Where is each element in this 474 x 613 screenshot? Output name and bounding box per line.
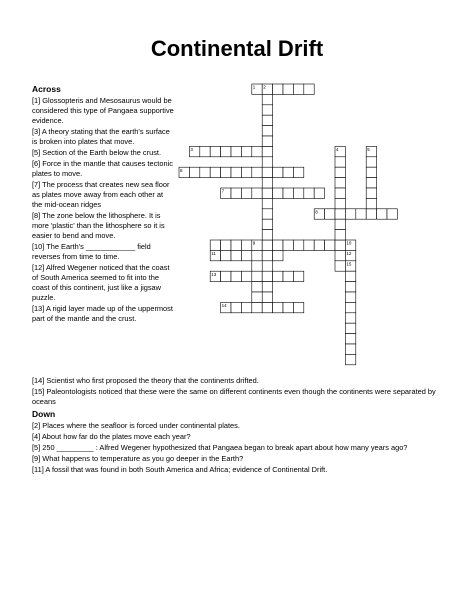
grid-cell[interactable] <box>283 240 293 250</box>
grid-cell[interactable] <box>314 240 324 250</box>
grid-cell[interactable] <box>304 188 314 198</box>
grid-cell[interactable] <box>345 354 355 364</box>
grid-cell[interactable] <box>252 167 262 177</box>
down-clue: [11] A fossil that was found in both South America and Africa; evidence of Continental Drift. <box>32 465 328 474</box>
grid-cell[interactable] <box>335 209 345 219</box>
grid-cell[interactable] <box>262 178 272 188</box>
grid-cell[interactable] <box>273 240 283 250</box>
across-clues <box>32 96 174 325</box>
grid-cell[interactable] <box>366 167 376 177</box>
grid-cell[interactable] <box>293 302 303 312</box>
grid-cell[interactable] <box>262 240 272 250</box>
grid-cell[interactable] <box>293 167 303 177</box>
grid-cell[interactable] <box>345 344 355 354</box>
grid-cell[interactable] <box>345 313 355 323</box>
grid-cell[interactable] <box>273 167 283 177</box>
grid-cell[interactable] <box>210 167 220 177</box>
grid-cell[interactable] <box>366 188 376 198</box>
grid-cell[interactable] <box>210 240 220 250</box>
grid-cell[interactable] <box>262 250 272 260</box>
grid-cell[interactable] <box>262 302 272 312</box>
grid-cell[interactable] <box>241 302 251 312</box>
grid-cell[interactable] <box>335 219 345 229</box>
grid-cell[interactable] <box>283 271 293 281</box>
grid-cell[interactable] <box>273 84 283 94</box>
grid-cell[interactable] <box>345 271 355 281</box>
grid-cell[interactable] <box>273 271 283 281</box>
across-clue: [1] Glossopteris and Mesosaurus would be considered this type of Pangaea supportive evidence. <box>32 96 174 125</box>
grid-cell[interactable] <box>200 167 210 177</box>
grid-cell[interactable] <box>335 188 345 198</box>
grid-cell[interactable] <box>293 271 303 281</box>
grid-cell[interactable] <box>221 146 231 156</box>
grid-cell[interactable] <box>325 240 335 250</box>
grid-cell[interactable] <box>262 261 272 271</box>
grid-cell[interactable] <box>262 209 272 219</box>
grid-cell[interactable] <box>366 209 376 219</box>
grid-cell[interactable] <box>345 302 355 312</box>
grid-cell[interactable] <box>231 146 241 156</box>
clue-number: 6 <box>180 167 183 173</box>
across-clue: [12] Alfred Wegener noticed that the coast of South America seemed to fit into the coast of this continent, just like a jigsaw puzzle. <box>32 263 170 302</box>
grid-cell[interactable] <box>221 167 231 177</box>
grid-cell[interactable] <box>241 240 251 250</box>
grid-cell[interactable] <box>356 209 366 219</box>
grid-cell[interactable] <box>262 188 272 198</box>
grid-cell[interactable] <box>293 240 303 250</box>
grid-cell[interactable] <box>252 250 262 260</box>
grid-cell[interactable] <box>262 198 272 208</box>
across-clues-wide <box>32 376 452 408</box>
grid-cell[interactable] <box>314 188 324 198</box>
grid-cell[interactable] <box>262 146 272 156</box>
grid-cell[interactable] <box>262 157 272 167</box>
grid-cell[interactable] <box>210 146 220 156</box>
grid-cell[interactable] <box>231 188 241 198</box>
down-clue: [9] What happens to temperature as you go deeper in the Earth? <box>32 454 244 463</box>
grid-cell[interactable] <box>335 178 345 188</box>
grid-cell[interactable] <box>262 282 272 292</box>
grid-cell[interactable] <box>325 209 335 219</box>
down-clue: [4] About how far do the plates move each year? <box>32 432 191 441</box>
grid-cell[interactable] <box>262 126 272 136</box>
clue-number: 2 <box>263 84 266 90</box>
grid-cell[interactable] <box>252 261 262 271</box>
grid-cell[interactable] <box>345 209 355 219</box>
grid-cell[interactable] <box>241 271 251 281</box>
grid-cell[interactable] <box>241 188 251 198</box>
grid-cell[interactable] <box>273 188 283 198</box>
clue-number: 1 <box>252 84 256 90</box>
grid-cell[interactable] <box>335 261 345 271</box>
grid-cell[interactable] <box>283 167 293 177</box>
clue-number: 8 <box>315 209 318 215</box>
down-heading: Down <box>32 409 56 419</box>
grid-cell[interactable] <box>231 240 241 250</box>
grid-cell[interactable] <box>335 157 345 167</box>
grid-cell[interactable] <box>366 198 376 208</box>
grid-cell[interactable] <box>335 167 345 177</box>
clue-number: 4 <box>336 147 339 152</box>
across-clue: [15] Paleontologists noticed that these were the same on different continents even though the continents were separated by oceans <box>32 387 436 406</box>
grid-cell[interactable] <box>200 146 210 156</box>
grid-cell[interactable] <box>252 282 262 292</box>
grid-cell[interactable] <box>252 188 262 198</box>
down-clue: [2] Places where the seafloor is forced under continental plates. <box>32 421 240 430</box>
across-clue: [8] The zone below the lithosphere. It is more 'plastic' than the lithosphere so it is easier to bend and move. <box>32 211 165 240</box>
clue-number: 13 <box>211 271 217 277</box>
grid-cell[interactable] <box>345 334 355 344</box>
across-heading: Across <box>32 84 61 94</box>
across-clue: [7] The process that creates new sea floor as plates move away from each other at the mid-ocean ridges <box>32 180 170 209</box>
grid-cell[interactable] <box>252 302 262 312</box>
grid-cell[interactable] <box>335 250 345 260</box>
grid-cell[interactable] <box>221 271 231 281</box>
grid-cell[interactable] <box>221 250 231 260</box>
grid-cell[interactable] <box>241 250 251 260</box>
grid-cell[interactable] <box>252 146 262 156</box>
grid-cell[interactable] <box>262 292 272 302</box>
grid-cell[interactable] <box>387 209 397 219</box>
clue-number: 5 <box>367 147 370 152</box>
grid-cell[interactable] <box>262 230 272 240</box>
grid-cell[interactable] <box>335 240 345 250</box>
grid-cell[interactable] <box>335 198 345 208</box>
grid-cell[interactable] <box>273 302 283 312</box>
grid-cell[interactable] <box>283 302 293 312</box>
grid-cell[interactable] <box>231 271 241 281</box>
grid-cell[interactable] <box>304 240 314 250</box>
grid-cell[interactable] <box>293 84 303 94</box>
grid-cell[interactable] <box>231 167 241 177</box>
grid-cell[interactable] <box>262 105 272 115</box>
grid-cell[interactable] <box>366 178 376 188</box>
clue-number: 9 <box>252 240 256 246</box>
clue-number: 11 <box>211 251 216 256</box>
grid-cell[interactable] <box>262 136 272 146</box>
grid-cell[interactable] <box>221 240 231 250</box>
clue-number: 3 <box>190 147 193 152</box>
grid-cell[interactable] <box>252 292 262 302</box>
grid-cell[interactable] <box>293 188 303 198</box>
grid-cell[interactable] <box>241 167 251 177</box>
across-clue: [3] A theory stating that the earth's surface is broken into plates that move. <box>32 127 170 146</box>
grid-cell[interactable] <box>366 157 376 167</box>
grid-cell[interactable] <box>262 219 272 229</box>
across-clue: [6] Force in the mantle that causes tectonic plates to move. <box>32 159 173 178</box>
grid-cell[interactable] <box>231 250 241 260</box>
clue-number: 14 <box>221 303 227 308</box>
grid-cell[interactable] <box>262 94 272 104</box>
grid-cell[interactable] <box>377 209 387 219</box>
grid-cell[interactable] <box>262 271 272 281</box>
grid-cell[interactable] <box>262 167 272 177</box>
grid-cell[interactable] <box>345 282 355 292</box>
grid-cell[interactable] <box>335 230 345 240</box>
across-clue: [10] The Earth's ____________ field reverses from time to time. <box>32 242 151 261</box>
across-clue: [13] A rigid layer made up of the uppermost part of the mantle and the crust. <box>32 304 173 323</box>
clue-number: 10 <box>346 240 352 246</box>
grid-cell[interactable] <box>283 188 293 198</box>
clue-number: 12 <box>346 251 352 256</box>
grid-cell[interactable] <box>273 250 283 260</box>
clue-number: 15 <box>346 261 352 267</box>
grid-cell[interactable] <box>262 115 272 125</box>
puzzle-title: Continental Drift <box>150 36 324 61</box>
clue-number: 7 <box>221 188 225 194</box>
down-clue: [5] 250 _________ : Alfred Wegener hypothesized that Pangaea began to break apart about how many years ago? <box>32 443 408 452</box>
across-clue: [5] Section of the Earth below the crust. <box>32 148 161 157</box>
down-clues <box>32 421 452 476</box>
grid-cell[interactable] <box>304 84 314 94</box>
grid-cell[interactable] <box>283 84 293 94</box>
grid-cell[interactable] <box>252 271 262 281</box>
grid-cell[interactable] <box>345 292 355 302</box>
grid-cell[interactable] <box>231 302 241 312</box>
grid-cell[interactable] <box>189 167 199 177</box>
grid-cell[interactable] <box>241 146 251 156</box>
grid-cell[interactable] <box>345 323 355 333</box>
across-clue: [14] Scientist who first proposed the theory that the continents drifted. <box>32 376 259 385</box>
